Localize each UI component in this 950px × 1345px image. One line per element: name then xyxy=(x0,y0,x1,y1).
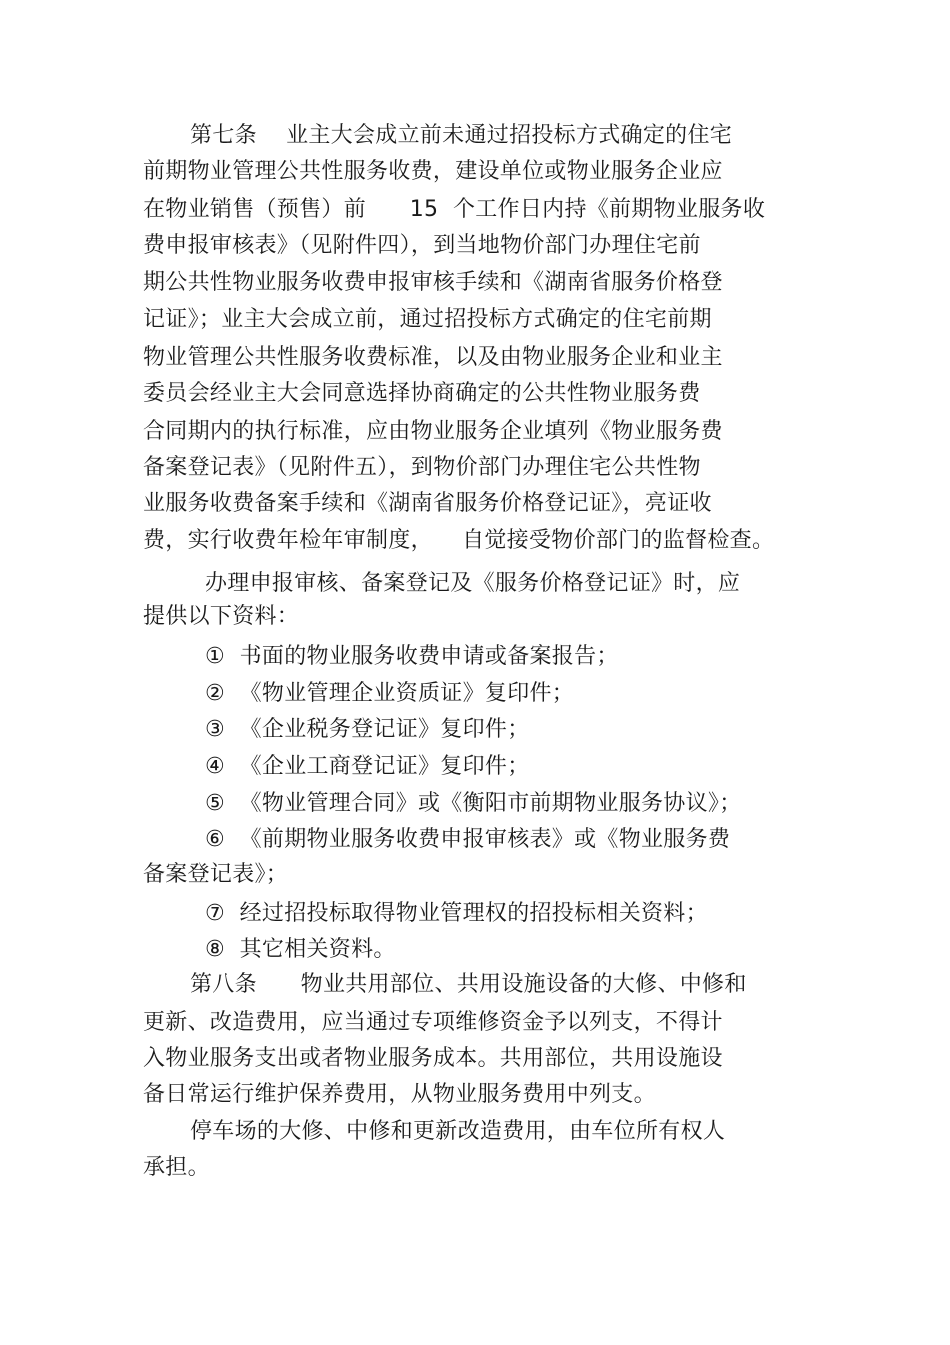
article-7-line-7: 物业管理公共性服务收费标准，以及由物业服务企业和业主 xyxy=(143,345,723,370)
list-item: ⑥ 《前期物业服务收费申报审核表》或《物业服务费 xyxy=(205,827,731,852)
article-7-line-11: 业服务收费备案手续和《湖南省服务价格登记证》，亮证收 xyxy=(143,491,712,516)
article-7-line-3: 在物业销售（预售）前 15 个工作日内持《前期物业服务收 xyxy=(143,197,766,222)
article-7-line-12: 费，实行收费年检年审制度， 自觉接受物价部门的监督检查。 xyxy=(143,528,775,553)
article-7-line-4: 费申报审核表》（见附件四），到当地物价部门办理住宅前 xyxy=(143,233,701,258)
list-item: ① 书面的物业服务收费申请或备案报告； xyxy=(205,644,619,669)
article-7-line-5: 期公共性物业服务收费申报审核手续和《湖南省服务价格登 xyxy=(143,270,723,295)
article-7-line-8: 委员会经业主大会同意选择协商确定的公共性物业服务费 xyxy=(143,381,701,406)
article-7-line-2: 前期物业管理公共性服务收费，建设单位或物业服务企业应 xyxy=(143,159,723,184)
list-item: ③ 《企业税务登记证》复印件； xyxy=(205,717,530,742)
list-item: ⑤ 《物业管理合同》或《衡阳市前期物业服务协议》； xyxy=(205,791,742,816)
materials-intro-line-2: 提供以下资料： xyxy=(143,604,300,629)
list-item-continuation: 备案登记表》； xyxy=(143,862,289,887)
list-item: ⑧ 其它相关资料。 xyxy=(205,937,396,962)
parking-line-2: 承担。 xyxy=(143,1155,210,1180)
article-7-line-6: 记证》；业主大会成立前，通过招投标方式确定的住宅前期 xyxy=(143,307,712,332)
article-8-line-1: 第八条 物业共用部位、共用设施设备的大修、中修和 xyxy=(190,972,747,997)
materials-intro-line-1: 办理申报审核、备案登记及《服务价格登记证》时，应 xyxy=(205,571,741,596)
article-7-line-1: 第七条 业主大会成立前未通过招投标方式确定的住宅 xyxy=(190,123,733,148)
article-7-line-10: 备案登记表》（见附件五），到物价部门办理住宅公共性物 xyxy=(143,455,701,480)
article-8-line-3: 入物业服务支出或者物业服务成本。共用部位，共用设施设 xyxy=(143,1046,723,1071)
list-item: ⑦ 经过招投标取得物业管理权的招投标相关资料； xyxy=(205,901,708,926)
list-item: ② 《物业管理企业资质证》复印件； xyxy=(205,681,575,706)
article-8-line-4: 备日常运行维护保养费用，从物业服务费用中列支。 xyxy=(143,1082,656,1107)
list-item: ④ 《企业工商登记证》复印件； xyxy=(205,754,530,779)
article-7-line-9: 合同期内的执行标准，应由物业服务企业填列《物业服务费 xyxy=(143,419,723,444)
parking-line-1: 停车场的大修、中修和更新改造费用，由车位所有权人 xyxy=(190,1119,726,1144)
article-8-line-2: 更新、改造费用，应当通过专项维修资金予以列支，不得计 xyxy=(143,1010,723,1035)
